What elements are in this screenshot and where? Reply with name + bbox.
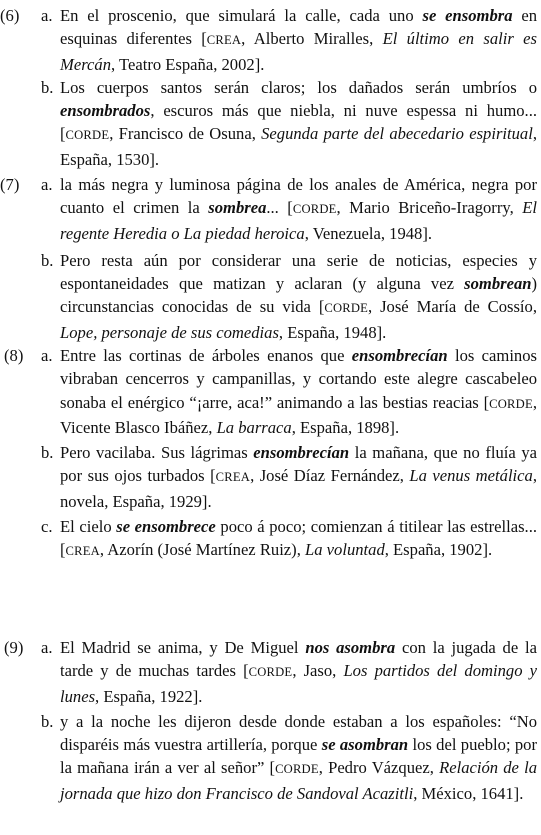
- source-title: Lope, personaje de sus comedias: [60, 322, 279, 342]
- item-text: [60, 441, 537, 513]
- example-item: [0, 515, 541, 564]
- item-label: a.: [41, 175, 53, 194]
- text-run: , Vicente Blasco Ibáñez,: [60, 392, 537, 437]
- corpus-tag: CREA: [65, 544, 100, 559]
- example-item: [0, 441, 541, 513]
- headword: ensombrados: [60, 101, 151, 121]
- source-title: La voluntad: [305, 540, 385, 560]
- text-run: , José María de Cossío,: [368, 297, 537, 317]
- example-item: [0, 249, 541, 344]
- item-label: c.: [41, 517, 53, 537]
- text-run: Pero resta aún por considerar una serie de noticias, especies y espontaneidades que matizan y aclaran (y alguna vez: [60, 250, 537, 294]
- source-title: El regente Heredia o La piedad heroica: [60, 198, 537, 243]
- text-run: la más negra y luminosa página de los anales de América, negra por cuanto el crimen la: [60, 175, 537, 218]
- text-run: ) circunstancias conocidas de su vida [: [60, 274, 537, 317]
- example-item: [0, 710, 541, 805]
- text-run: , Teatro España, 2002].: [111, 54, 265, 74]
- text-run: en esquinas diferentes [: [60, 6, 538, 49]
- corpus-tag: CORDE: [324, 301, 369, 316]
- headword: ensombrecían: [351, 346, 448, 365]
- item-text: [60, 4, 537, 76]
- text-run: , Venezuela, 1948].: [304, 223, 433, 243]
- item-text: [60, 515, 537, 564]
- corpus-tag: CORDE: [292, 202, 337, 217]
- text-run: , Francisco de Osuna,: [109, 124, 262, 144]
- example-number: (9): [4, 638, 24, 657]
- text-run: Pero vacilaba. Sus lágrimas: [60, 443, 254, 463]
- text-run: los del pueblo; por la mañana irán a ver al señor” [: [60, 735, 538, 778]
- text-run: , México, 1641].: [413, 783, 524, 803]
- example-number: (6): [0, 6, 20, 25]
- text-run: con la jugada de la tarde y de muchas tardes [: [60, 638, 537, 681]
- headword: nos asombra: [305, 638, 396, 657]
- example-6: [0, 4, 541, 171]
- text-run: , España, 1530].: [60, 124, 537, 169]
- source-title: Relación de la jornada que hizo don Francisco de Sandoval Acazitli: [60, 758, 538, 803]
- headword: sombrean: [464, 274, 532, 294]
- source-title: La venus metálica: [409, 466, 533, 486]
- item-text: [60, 710, 537, 805]
- item-text: [60, 173, 537, 245]
- item-label: a.: [41, 6, 53, 25]
- headword: se ensombrece: [116, 517, 216, 537]
- item-text: [60, 249, 537, 344]
- text-run: y a la noche les dijeron desde donde estaban a los españoles: “No disparéis más vuestra artillería, porque: [60, 711, 537, 755]
- source-title: El último en salir es Mercán: [60, 29, 537, 74]
- text-run: , Alberto Miralles,: [241, 29, 383, 49]
- text-run: , España, 1922].: [95, 686, 203, 706]
- item-label: b.: [41, 711, 54, 731]
- headword: ensombrecían: [253, 443, 350, 463]
- corpus-tag: CORDE: [275, 762, 319, 777]
- text-run: los caminos vibraban cencerros y campanillas, y cortando este alegre cascabeleo sonaba el enérgico “¡arre, aca!” animando a las bestias reacias [: [60, 346, 537, 412]
- source-title: Los partidos del domingo y lunes: [60, 661, 538, 706]
- example-9: [0, 636, 541, 805]
- text-run: , Azorín (José Martínez Ruiz),: [99, 540, 305, 560]
- item-label: a.: [41, 638, 53, 657]
- text-run: , España, 1902].: [384, 540, 493, 560]
- corpus-tag: CORDE: [65, 128, 110, 143]
- item-label: b.: [41, 77, 54, 97]
- item-text: [60, 344, 537, 439]
- source-title: Segunda parte del abecedario espiritual: [261, 124, 533, 144]
- headword: sombrea: [208, 198, 267, 218]
- text-run: la mañana, que no fluía ya por sus ojos turbados [: [60, 443, 537, 486]
- item-label: b.: [41, 250, 54, 270]
- corpus-tag: CREA: [215, 470, 251, 485]
- text-run: El cielo: [60, 517, 117, 537]
- example-item: [0, 76, 541, 171]
- example-item: [0, 4, 541, 76]
- headword: se asombran: [321, 735, 409, 755]
- example-8: [0, 344, 541, 564]
- text-run: , Pedro Vázquez,: [318, 758, 440, 778]
- text-run: , novela, España, 1929].: [60, 466, 537, 511]
- text-run: El Madrid se anima, y De Miguel: [60, 638, 306, 657]
- item-text: [60, 636, 537, 708]
- text-run: , España, 1948].: [278, 322, 387, 342]
- corpus-tag: CORDE: [489, 396, 533, 411]
- text-run: , José Díaz Fernández,: [250, 466, 410, 486]
- text-run: , Jaso,: [292, 661, 344, 681]
- example-number: (7): [0, 175, 20, 194]
- corpus-tag: CORDE: [248, 665, 293, 680]
- source-title: La barraca: [216, 417, 292, 437]
- text-run: Entre las cortinas de árboles enanos que: [60, 346, 352, 365]
- item-label: b.: [41, 443, 54, 463]
- text-run: , España, 1898].: [291, 417, 400, 437]
- text-run: Los cuerpos santos serán claros; los dañados serán umbríos o: [60, 77, 537, 97]
- example-7: [0, 173, 541, 344]
- example-item: [0, 636, 541, 708]
- example-number: (8): [4, 346, 24, 365]
- headword: se ensombra: [422, 6, 513, 25]
- item-label: a.: [41, 346, 53, 365]
- corpus-tag: CREA: [206, 33, 242, 48]
- example-item: [0, 344, 541, 439]
- text-run: En el proscenio, que simulará la calle, cada uno: [60, 6, 423, 25]
- text-run: ... [: [266, 198, 293, 218]
- text-run: , escuros más que niebla, ni nuve espessa ni humo... [: [60, 101, 537, 144]
- text-run: poco á poco; comienzan á titilear las estrellas... [: [60, 517, 537, 560]
- text-run: , Mario Briceño-Iragorry,: [336, 198, 523, 218]
- item-text: [60, 76, 537, 171]
- example-item: [0, 173, 541, 245]
